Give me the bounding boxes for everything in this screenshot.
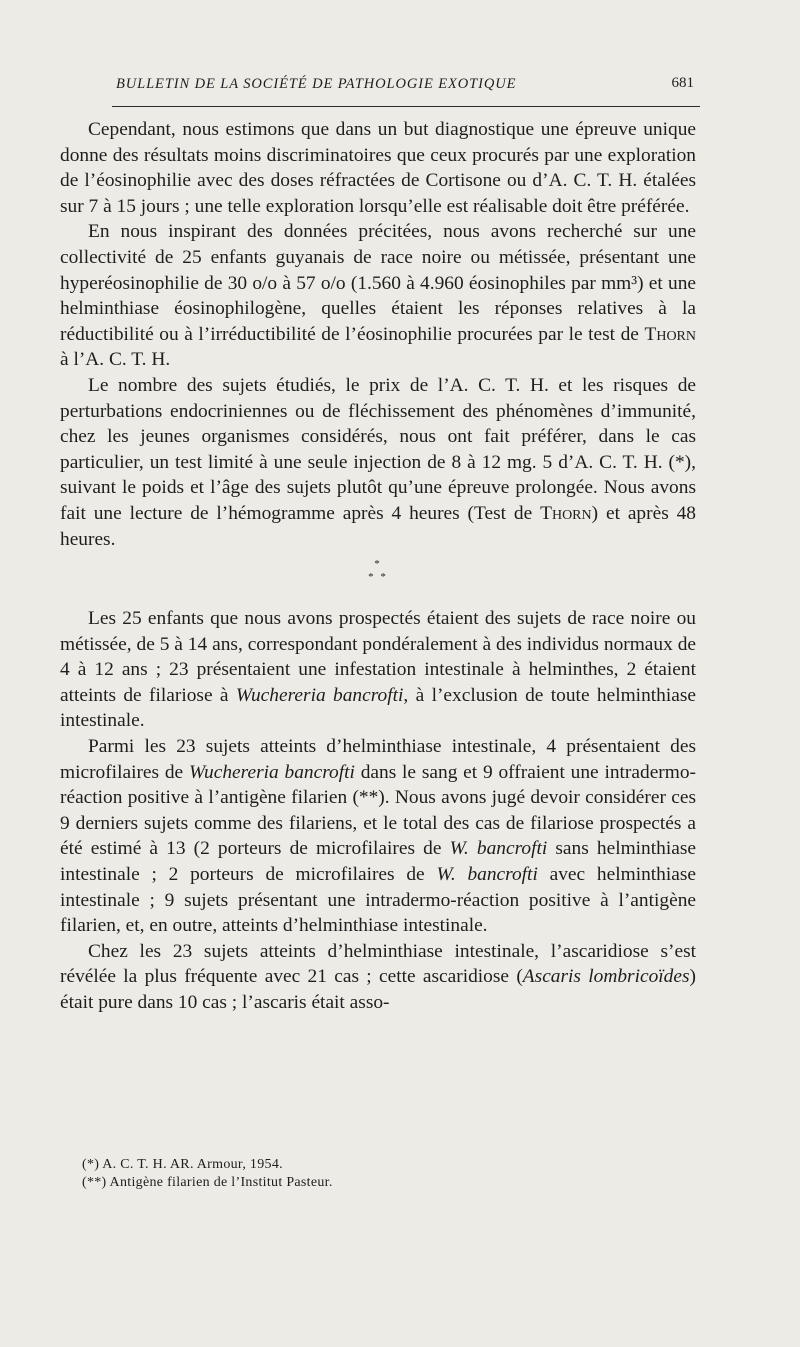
paragraph-4-text-start: Les 25 enfants que nous avons prospectés étaient des sujets de race noire ou métissée, de 5 à 14 ans, correspondant pondéralement à des individus normaux de 4 à 12 ans ; 23 présentaient une infestation intestinale à helminthes, 2 étaient atteints de filariose à xyxy=(60,608,696,706)
paragraph-6 xyxy=(60,939,696,1016)
paragraph-2 xyxy=(60,219,696,373)
paragraph-1-text: Cependant, nous estimons que dans un but diagnostique une épreuve unique donne des résultats moins discriminatoires que ceux procurés par une exploration de l’éosinophilie avec des doses réfractées de Cortisone ou d’A. C. T. H. étalées sur 7 à 15 jours ; une telle exploration lorsqu’elle est réalisable doit être préférée. xyxy=(60,119,696,217)
paragraph-5-text-1: Parmi les 23 sujets atteints d’helminthiase intestinale, 4 présentaient des microfilaires de xyxy=(60,736,696,783)
paragraph-3 xyxy=(60,373,696,552)
paragraph-4-text-end: , à l’exclusion de toute helminthiase intestinale. xyxy=(60,684,696,732)
paragraph-2-text-start: En nous inspirant des données précitées, nous avons recherché sur une collectivité de 25 enfants guyanais de race noire ou métissée, présentant une hyperéosinophilie de 30 o/o à 57 o/o (1.560 à 4.960 éosinophiles par mm³) et une helminthiase éosinophilogène, quelles étaient les réponses relatives à la réductibilité ou à l’irréductibilité de l’éosinophilie procurées par le test de xyxy=(60,221,696,345)
paragraph-5-text-4: avec helminthiase intestinale ; 9 sujets présentant une intradermo-réaction positive à l’antigène filarien, et, en outre, atteints d’helminthiase intestinale. xyxy=(60,864,697,937)
footnotes xyxy=(82,1156,682,1192)
article-body xyxy=(60,117,696,1016)
species-name: Ascaris lombricoïdes xyxy=(522,966,690,988)
species-name: W. bancrofti xyxy=(436,864,538,886)
species-name: Wuchereria bancrofti xyxy=(188,761,355,783)
author-name-thorn: Thorn xyxy=(540,502,592,524)
paragraph-1 xyxy=(60,117,696,219)
running-title: BULLETIN DE LA SOCIÉTÉ DE PATHOLOGIE EXOTIQUE xyxy=(116,76,517,92)
running-head xyxy=(60,72,700,98)
paragraph-3-text-end: ) et après 48 heures. xyxy=(60,502,697,550)
paragraph-4 xyxy=(60,606,696,734)
header-rule xyxy=(112,106,700,107)
species-name: W. bancrofti xyxy=(449,838,548,860)
species-name: Wuchereria bancrofti xyxy=(235,684,404,706)
paragraph-5-text-2: dans le sang et 9 offraient une intradermo-réaction positive à l’antigène filarien (**). Nous avons jugé devoir considérer ces 9 derniers sujets comme des filariens, et le total des cas de filariose prospectés a été estimé à 13 (2 porteurs de microfilaires de xyxy=(60,761,696,860)
page-number: 681 xyxy=(671,75,694,91)
footnote-1: (*) A. C. T. H. AR. Armour, 1954. xyxy=(82,1157,283,1172)
paragraph-6-text-start: Chez les 23 sujets atteints d’helminthiase intestinale, l’ascaridiose s’est révélée la plus fréquente avec 21 cas ; cette ascaridiose ( xyxy=(60,940,696,988)
separator-bottom-stars: * * xyxy=(368,571,388,584)
paragraph-5-text-3: sans helminthiase intestinale ; 2 porteurs de microfilaires de xyxy=(60,838,696,886)
paragraph-2-text-end: à l’A. C. T. H. xyxy=(60,349,171,371)
author-name-thorn: Thorn xyxy=(644,323,696,345)
footnote-2: (**) Antigène filarien de l’Institut Pasteur. xyxy=(82,1175,333,1190)
paragraph-6-text-end: ) était pure dans 10 cas ; l’ascaris était asso- xyxy=(60,966,696,1013)
separator-top-star: * xyxy=(374,558,382,571)
paragraph-3-text-start: Le nombre des sujets étudiés, le prix de l’A. C. T. H. et les risques de perturbations endocriniennes ou de fléchissement des phénomènes d’immunité, chez les jeunes organismes considérés, nous ont fait préférer, dans le cas particulier, un test limité à une seule injection de 8 à 12 mg. 5 d’A. C. T. H. (*), suivant le poids et l’âge des sujets plutôt qu’une épreuve prolongée. Nous avons fait une lecture de l’hémogramme après 4 heures (Test de xyxy=(60,374,696,524)
paragraph-5 xyxy=(60,734,696,939)
section-separator xyxy=(60,558,696,584)
